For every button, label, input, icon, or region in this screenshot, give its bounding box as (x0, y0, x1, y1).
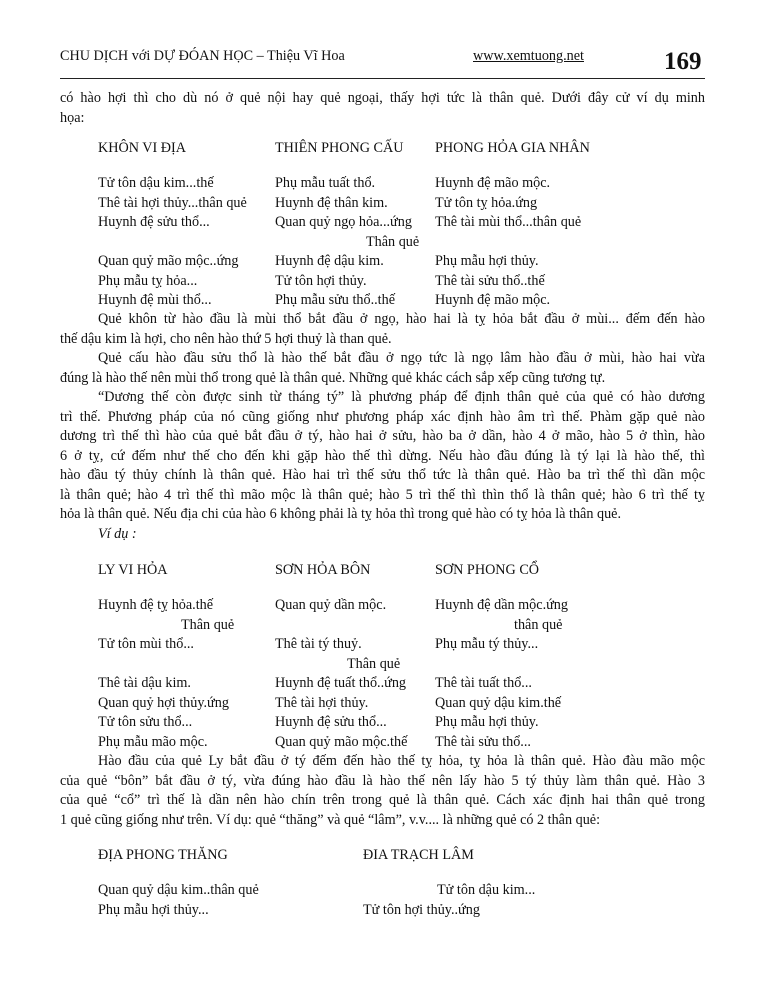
header-divider (60, 78, 705, 79)
than-que-note: Thân quẻ (181, 616, 235, 633)
hao-line: Thê tài sửu thổ..thế (435, 272, 545, 289)
hao-line: Huynh đệ thân kim. (275, 194, 388, 211)
paragraph-line: Hào đầu của quẻ Ly bắt đầu ở tý đếm đến hào thế tỵ hỏa, tỵ hỏa là thân quẻ. Hào đàu mão mộc (98, 753, 705, 769)
than-que-note: Thân quẻ (366, 233, 420, 250)
hao-line: Tử tôn sửu thổ... (98, 714, 193, 730)
hao-line: Huynh đệ mùi thổ... (98, 292, 212, 308)
hexagram-title: KHÔN VI ĐỊA (98, 140, 187, 156)
hao-line: Huynh đệ tỵ hỏa.thế (98, 597, 214, 613)
hao-line: Phụ mẫu tý thủy... (435, 636, 539, 652)
hao-line: Huynh đệ sửu thổ... (275, 714, 387, 730)
hao-line: Phụ mẫu hợi thủy. (435, 253, 539, 269)
hao-line: Tử tôn hợi thủy..ứng (363, 901, 480, 918)
hao-line: Phụ mẫu hợi thủy... (98, 901, 209, 918)
hao-line: Thê tài tý thuỷ. (275, 636, 362, 652)
paragraph-line: có hào hợi thì cho dù nó ở quẻ nội hay quẻ ngoại, thấy hợi tức là thân quẻ. Dưới đây cử ví dụ minh (60, 90, 705, 106)
than-que-note: Thân quẻ (347, 655, 401, 672)
paragraph-line: 1 quẻ cũng giống như trên. Ví dụ: quẻ “thăng” và quẻ “lâm”, v.v.... là những quẻ có 2 thân quẻ: (60, 811, 601, 828)
paragraph-line: của quẻ “cổ” trì thế là dần nên hào chín trên trong quẻ là thân quẻ. Cách xác định hai thân quẻ trong (60, 792, 705, 808)
paragraph-line: dương trì thế thì hào của quẻ bắt đầu ở tý, hào hai ở sửu, hào ba ở dần, hào 4 ở mão, hào 5 ở thìn, hào (60, 428, 705, 444)
hao-line: Quan quỷ hợi thủy.ứng (98, 694, 229, 711)
hao-line: Tử tôn tỵ hỏa.ứng (435, 194, 538, 211)
hexagram-title: ĐIA TRẠCH LÂM (363, 847, 474, 863)
hao-line: Quan quỷ dậu kim..thân quẻ (98, 882, 259, 898)
paragraph-line: của quẻ “bôn” bắt đầu ở tý, vừa đúng hào đầu là hào thế nên lấy hào 5 tý thủy làm thân quẻ. Hào 3 (60, 772, 705, 789)
than-que-note: thân quẻ (514, 616, 563, 633)
paragraph-line: trì thế. Phương pháp của nó cũng giống như phương pháp xác định hào âm trì thế. Phàm gặp quẻ nào (60, 408, 705, 425)
paragraph-line: đúng là hào thế nên mùi thổ trong quẻ là thân quẻ. Những quẻ khác cách sắp xếp cũng tương tự. (60, 369, 606, 386)
hao-line: Thê tài sửu thổ... (435, 733, 531, 750)
hao-line: Thê tài hợi thủy...thân quẻ (98, 194, 247, 211)
hao-line: Huynh đệ dần mộc.ứng (435, 597, 568, 613)
hao-line: Huynh đệ sửu thổ... (98, 214, 210, 230)
paragraph-line: hào đầu tý thủy chính là thân quẻ. Hào hai trì thế sửu thổ tức là thân quẻ. Hào ba trì thế thì dần mộc (60, 467, 705, 483)
paragraph-line: là thân quẻ; hào 4 trì thế thì mão mộc là thân quẻ; hào 5 trì thế thì thìn thổ là thân quẻ; hào 6 trì thế tỵ (60, 486, 705, 503)
hao-line: Huynh đệ dậu kim. (275, 253, 384, 269)
hexagram-title: THIÊN PHONG CẤU (275, 140, 404, 156)
paragraph-line: hỏa là thân quẻ. Nếu địa chi của hào 6 không phải là tỵ hỏa thì trong quẻ hào có tỵ hỏa là thân quẻ. (60, 506, 622, 522)
hexagram-title: PHONG HỎA GIA NHÂN (435, 140, 590, 156)
hexagram-title: SƠN PHONG CỔ (435, 562, 540, 578)
hao-line: Quan quỷ mão mộc..ứng (98, 253, 239, 269)
hao-line: Quan quỷ dậu kim.thế (435, 694, 562, 711)
hao-line: Thê tài tuất thổ... (435, 675, 532, 691)
hao-line: Huynh đệ mão mộc. (435, 292, 551, 308)
hao-line: Tử tôn dậu kim... (437, 882, 536, 898)
hao-line: Tử tôn dậu kim...thế (98, 175, 214, 191)
paragraph-line: thế dậu kim là hợi, cho nên hào thứ 5 hợi thuỷ là than quẻ. (60, 330, 392, 347)
hao-line: Thê tài hợi thủy. (275, 694, 369, 711)
hexagram-title: ĐỊA PHONG THĂNG (98, 847, 228, 863)
hao-line: Huynh đệ tuất thổ..ứng (275, 675, 407, 691)
hao-line: Phụ mẫu mão mộc. (98, 733, 208, 750)
hao-line: Quan quỷ mão mộc.thế (275, 733, 408, 750)
paragraph-line: Quẻ cấu hào đầu sửu thổ là hào thế bắt đầu ở ngọ tức là ngọ lâm hào đầu ở mùi, hào hai vừa (98, 350, 705, 366)
hao-line: Phụ mẫu tuất thổ. (275, 175, 376, 191)
hao-line: Phụ mẫu hợi thủy. (435, 714, 539, 730)
hao-line: Huynh đệ mão mộc. (435, 175, 551, 191)
paragraph-line: họa: (60, 109, 85, 126)
running-header-title: CHU DỊCH với DỰ ĐÓAN HỌC – Thiệu Vĩ Hoa (60, 48, 345, 64)
hao-line: Phụ mẫu sửu thổ..thế (275, 292, 396, 308)
hexagram-title: SƠN HỎA BÔN (275, 562, 371, 578)
hao-line: Tử tôn mùi thổ... (98, 636, 194, 652)
paragraph-line: Quẻ khôn từ hào đầu là mùi thổ bắt đầu ở ngọ, hào hai là tỵ hỏa bắt đầu ở mùi... đếm đến hào (98, 311, 705, 327)
paragraph-line: 6 ở tỵ, cứ đếm như thế cho đến khi gặp hào thế thì dừng. Nếu hào đầu đúng là tý lại là hào thế, thì (60, 447, 705, 464)
website-link[interactable]: www.xemtuong.net (473, 48, 584, 64)
page-number: 169 (664, 48, 702, 75)
hao-line: Quan quỷ ngọ hỏa...ứng (275, 214, 412, 230)
example-label: Ví dụ : (98, 526, 137, 542)
paragraph-line: “Dương thế còn được sinh từ tháng tý” là phương pháp để định thân quẻ của quẻ có hào dương (98, 389, 705, 405)
hao-line: Thê tài dậu kim. (98, 675, 191, 691)
hao-line: Quan quỷ dần mộc. (275, 597, 387, 613)
hexagram-title: LY VI HỎA (98, 562, 168, 578)
hao-line: Tử tôn hợi thủy. (275, 272, 367, 289)
hao-line: Thê tài mùi thổ...thân quẻ (435, 214, 582, 230)
hao-line: Phụ mẫu tỵ hỏa... (98, 272, 198, 289)
